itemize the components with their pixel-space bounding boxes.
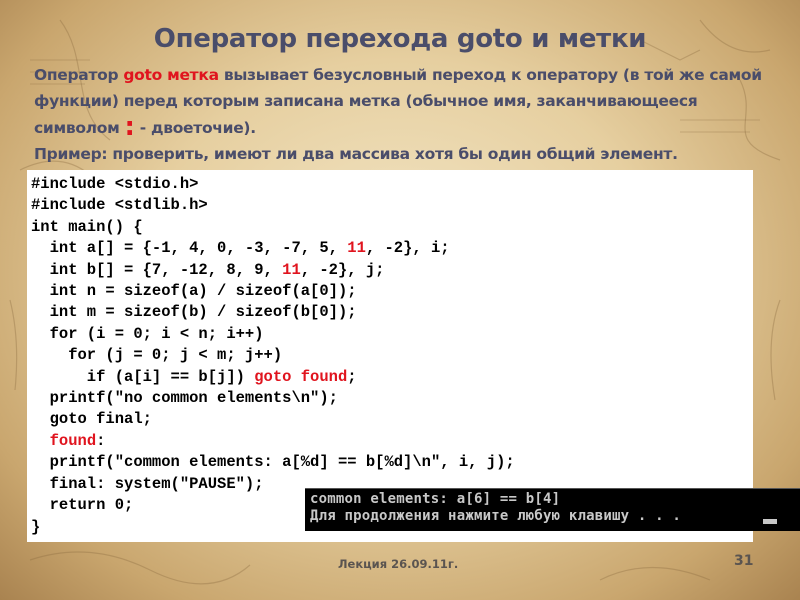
code-line: int b[] = {7, -12, 8, 9, (31, 260, 283, 279)
code-line: , -2}, j; (300, 260, 385, 279)
code-line: } (31, 517, 41, 536)
code-line: int a[] = {-1, 4, 0, -3, -7, 5, (31, 239, 348, 258)
console-output (305, 488, 800, 531)
code-line: int m = sizeof(b) / sizeof(b[0]); (31, 303, 357, 322)
paragraph-part3: - двоеточие). (134, 119, 256, 137)
code-line: , -2}, i; (365, 239, 450, 258)
paragraph-part1: Оператор (34, 66, 124, 84)
code-highlight: goto found (254, 367, 348, 386)
code-line: printf("common elements: a[%d] == b[%d]\n", i, j); (31, 453, 515, 472)
example-text: Пример: проверить, имеют ли два массива хотя бы один общий элемент. (34, 145, 678, 163)
code-line: goto final; (31, 410, 152, 429)
code-highlight: 11 (282, 260, 301, 279)
code-line: printf("no common elements\n"); (31, 389, 338, 408)
code-line (31, 432, 50, 450)
paragraph-part2: вызывает безусловный переход к оператору (в той же самой функции) перед которым записана метка (обычное имя, заканчивающееся символом (34, 66, 762, 137)
page-number: 31 (734, 553, 754, 569)
code-line: : (96, 431, 106, 450)
console-line-result: common elements: a[6] == b[4] (310, 491, 561, 507)
code-line: return 0; (31, 496, 134, 515)
code-line: if (a[i] == b[j]) (31, 367, 255, 386)
slide-title: Оператор перехода goto и метки (153, 24, 647, 54)
code-highlight: 11 (347, 239, 366, 258)
code-line: int main() { (31, 217, 143, 236)
goto-label-highlight: goto метка (123, 66, 219, 84)
code-line: ; (347, 367, 357, 386)
colon-symbol: : (124, 112, 135, 142)
code-line: final: system("PAUSE"); (31, 474, 264, 493)
code-line: #include <stdlib.h> (31, 196, 208, 215)
code-line: int n = sizeof(a) / sizeof(a[0]); (31, 282, 357, 301)
code-listing (31, 174, 515, 538)
footer-text: Лекция 26.09.11г. (338, 557, 459, 571)
console-line-prompt: Для продолжения нажмите любую клавишу . . . (310, 508, 682, 524)
code-line: #include <stdio.h> (31, 175, 199, 193)
description-text (34, 62, 774, 167)
code-line: for (j = 0; j < m; j++) (31, 346, 283, 365)
code-highlight: found (49, 431, 97, 450)
code-line: for (i = 0; i < n; i++) (31, 324, 264, 343)
console-cursor (763, 519, 777, 524)
